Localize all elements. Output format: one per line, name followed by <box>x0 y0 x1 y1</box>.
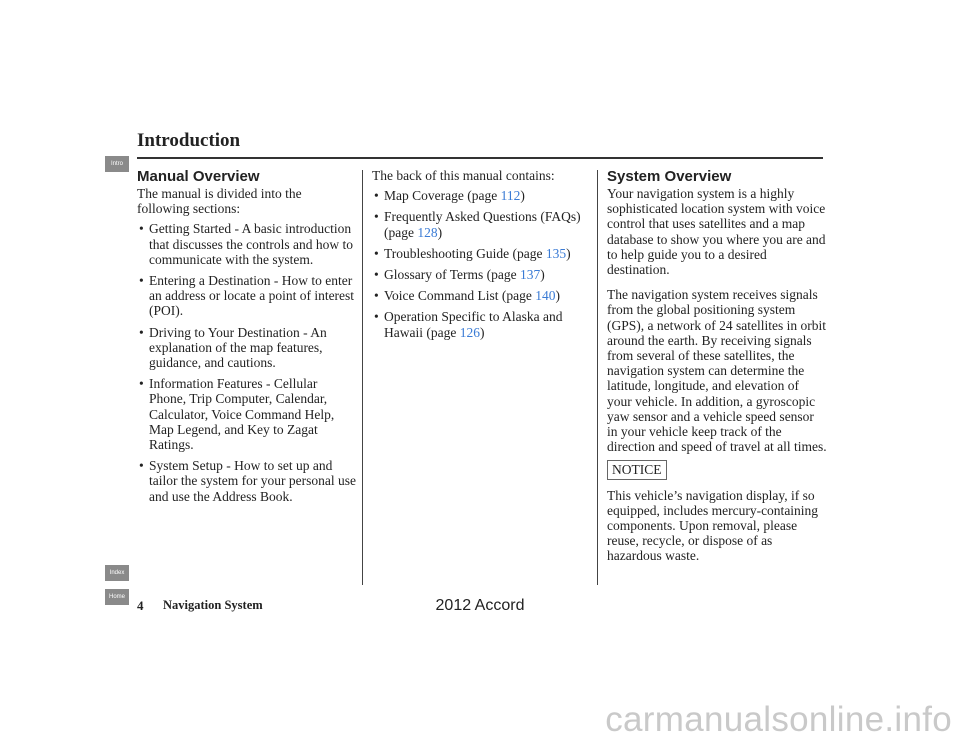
item-text: Troubleshooting Guide (page <box>384 245 546 261</box>
system-overview-column <box>607 168 827 564</box>
page-title: Introduction <box>137 130 241 151</box>
page-number: 4 <box>137 598 144 613</box>
item-text: Map Coverage (page <box>384 188 501 204</box>
item-text: Frequently Asked Questions (FAQs) (page <box>384 209 581 240</box>
page-link[interactable]: 137 <box>520 267 541 283</box>
manual-overview-column <box>137 168 357 510</box>
system-overview-para1: Your navigation system is a highly sophisticated location system with voice control that uses satellites and a map database to show you where you are and to help guide you to a desired destination. <box>607 186 826 278</box>
item-suffix: ) <box>437 224 443 240</box>
manual-overview-heading: Manual Overview <box>137 168 260 185</box>
item-suffix: ) <box>566 245 571 261</box>
item-suffix: ) <box>540 267 545 283</box>
watermark: carmanualsonline.info <box>605 700 952 739</box>
column-divider <box>362 170 363 585</box>
model-label: 2012 Accord <box>435 597 525 614</box>
page-link[interactable]: 126 <box>459 324 480 340</box>
item-text: Glossary of Terms (page <box>384 267 521 283</box>
item-text: Operation Specific to Alaska and Hawaii (page <box>384 309 563 340</box>
system-overview-para2: The navigation system receives signals from the global positioning system (GPS), a network of 24 satellites in orbit around the earth. By receiving signals from several of these satellites, the navigation system can determine the latitude, longitude, and elevation of your vehicle. In addition, a gyroscopic yaw sensor and a vehicle speed sensor in your vehicle keep track of the direction and speed of travel at all times. <box>607 287 827 455</box>
home-button[interactable]: Home <box>105 589 129 605</box>
notice-label: NOTICE <box>607 460 667 479</box>
item-suffix: ) <box>479 324 485 340</box>
list-item: • Driving to Your Destination - An explanation of the map features, guidance, and cautions. <box>137 325 357 371</box>
list-item <box>372 267 594 282</box>
list-item <box>372 209 594 239</box>
section-list <box>137 221 357 503</box>
page-link[interactable]: 112 <box>500 188 521 204</box>
system-overview-heading: System Overview <box>607 168 732 185</box>
intro-button[interactable]: Intro <box>105 156 129 172</box>
list-item: • System Setup - How to set up and tailor the system for your personal use and use the Address Book. <box>137 458 357 504</box>
list-item: • Getting Started - A basic introduction that discusses the controls and how to communicate with the system. <box>137 221 357 267</box>
notice-text: This vehicle’s navigation display, if so equipped, includes mercury-containing components. Upon removal, please reuse, recycle, or dispose of as hazardous waste. <box>607 487 819 564</box>
item-text: Voice Command List (page <box>384 288 536 304</box>
list-item <box>372 309 594 339</box>
list-item <box>372 188 594 203</box>
list-item <box>372 246 594 261</box>
list-item: • Information Features - Cellular Phone, Trip Computer, Calendar, Calculator, Voice Command Help, Map Legend, and Key to Zagat Ratings. <box>137 376 357 452</box>
back-contents-list <box>372 188 594 340</box>
list-item: • Entering a Destination - How to enter an address or locate a point of interest (POI). <box>137 273 357 319</box>
item-suffix: ) <box>555 288 560 304</box>
page-link[interactable]: 140 <box>535 288 556 304</box>
footer-section-title: Navigation System <box>163 598 263 612</box>
page-link[interactable]: 128 <box>417 224 438 240</box>
page-link[interactable]: 135 <box>545 245 567 261</box>
header-rule <box>137 157 823 159</box>
back-contents-intro: The back of this manual contains: <box>372 168 555 183</box>
index-button[interactable]: Index <box>105 565 129 581</box>
back-contents-column <box>372 168 594 346</box>
column-divider <box>597 170 598 585</box>
item-suffix: ) <box>520 188 525 204</box>
manual-overview-intro: The manual is divided into the following sections: <box>137 186 302 217</box>
list-item <box>372 288 594 303</box>
